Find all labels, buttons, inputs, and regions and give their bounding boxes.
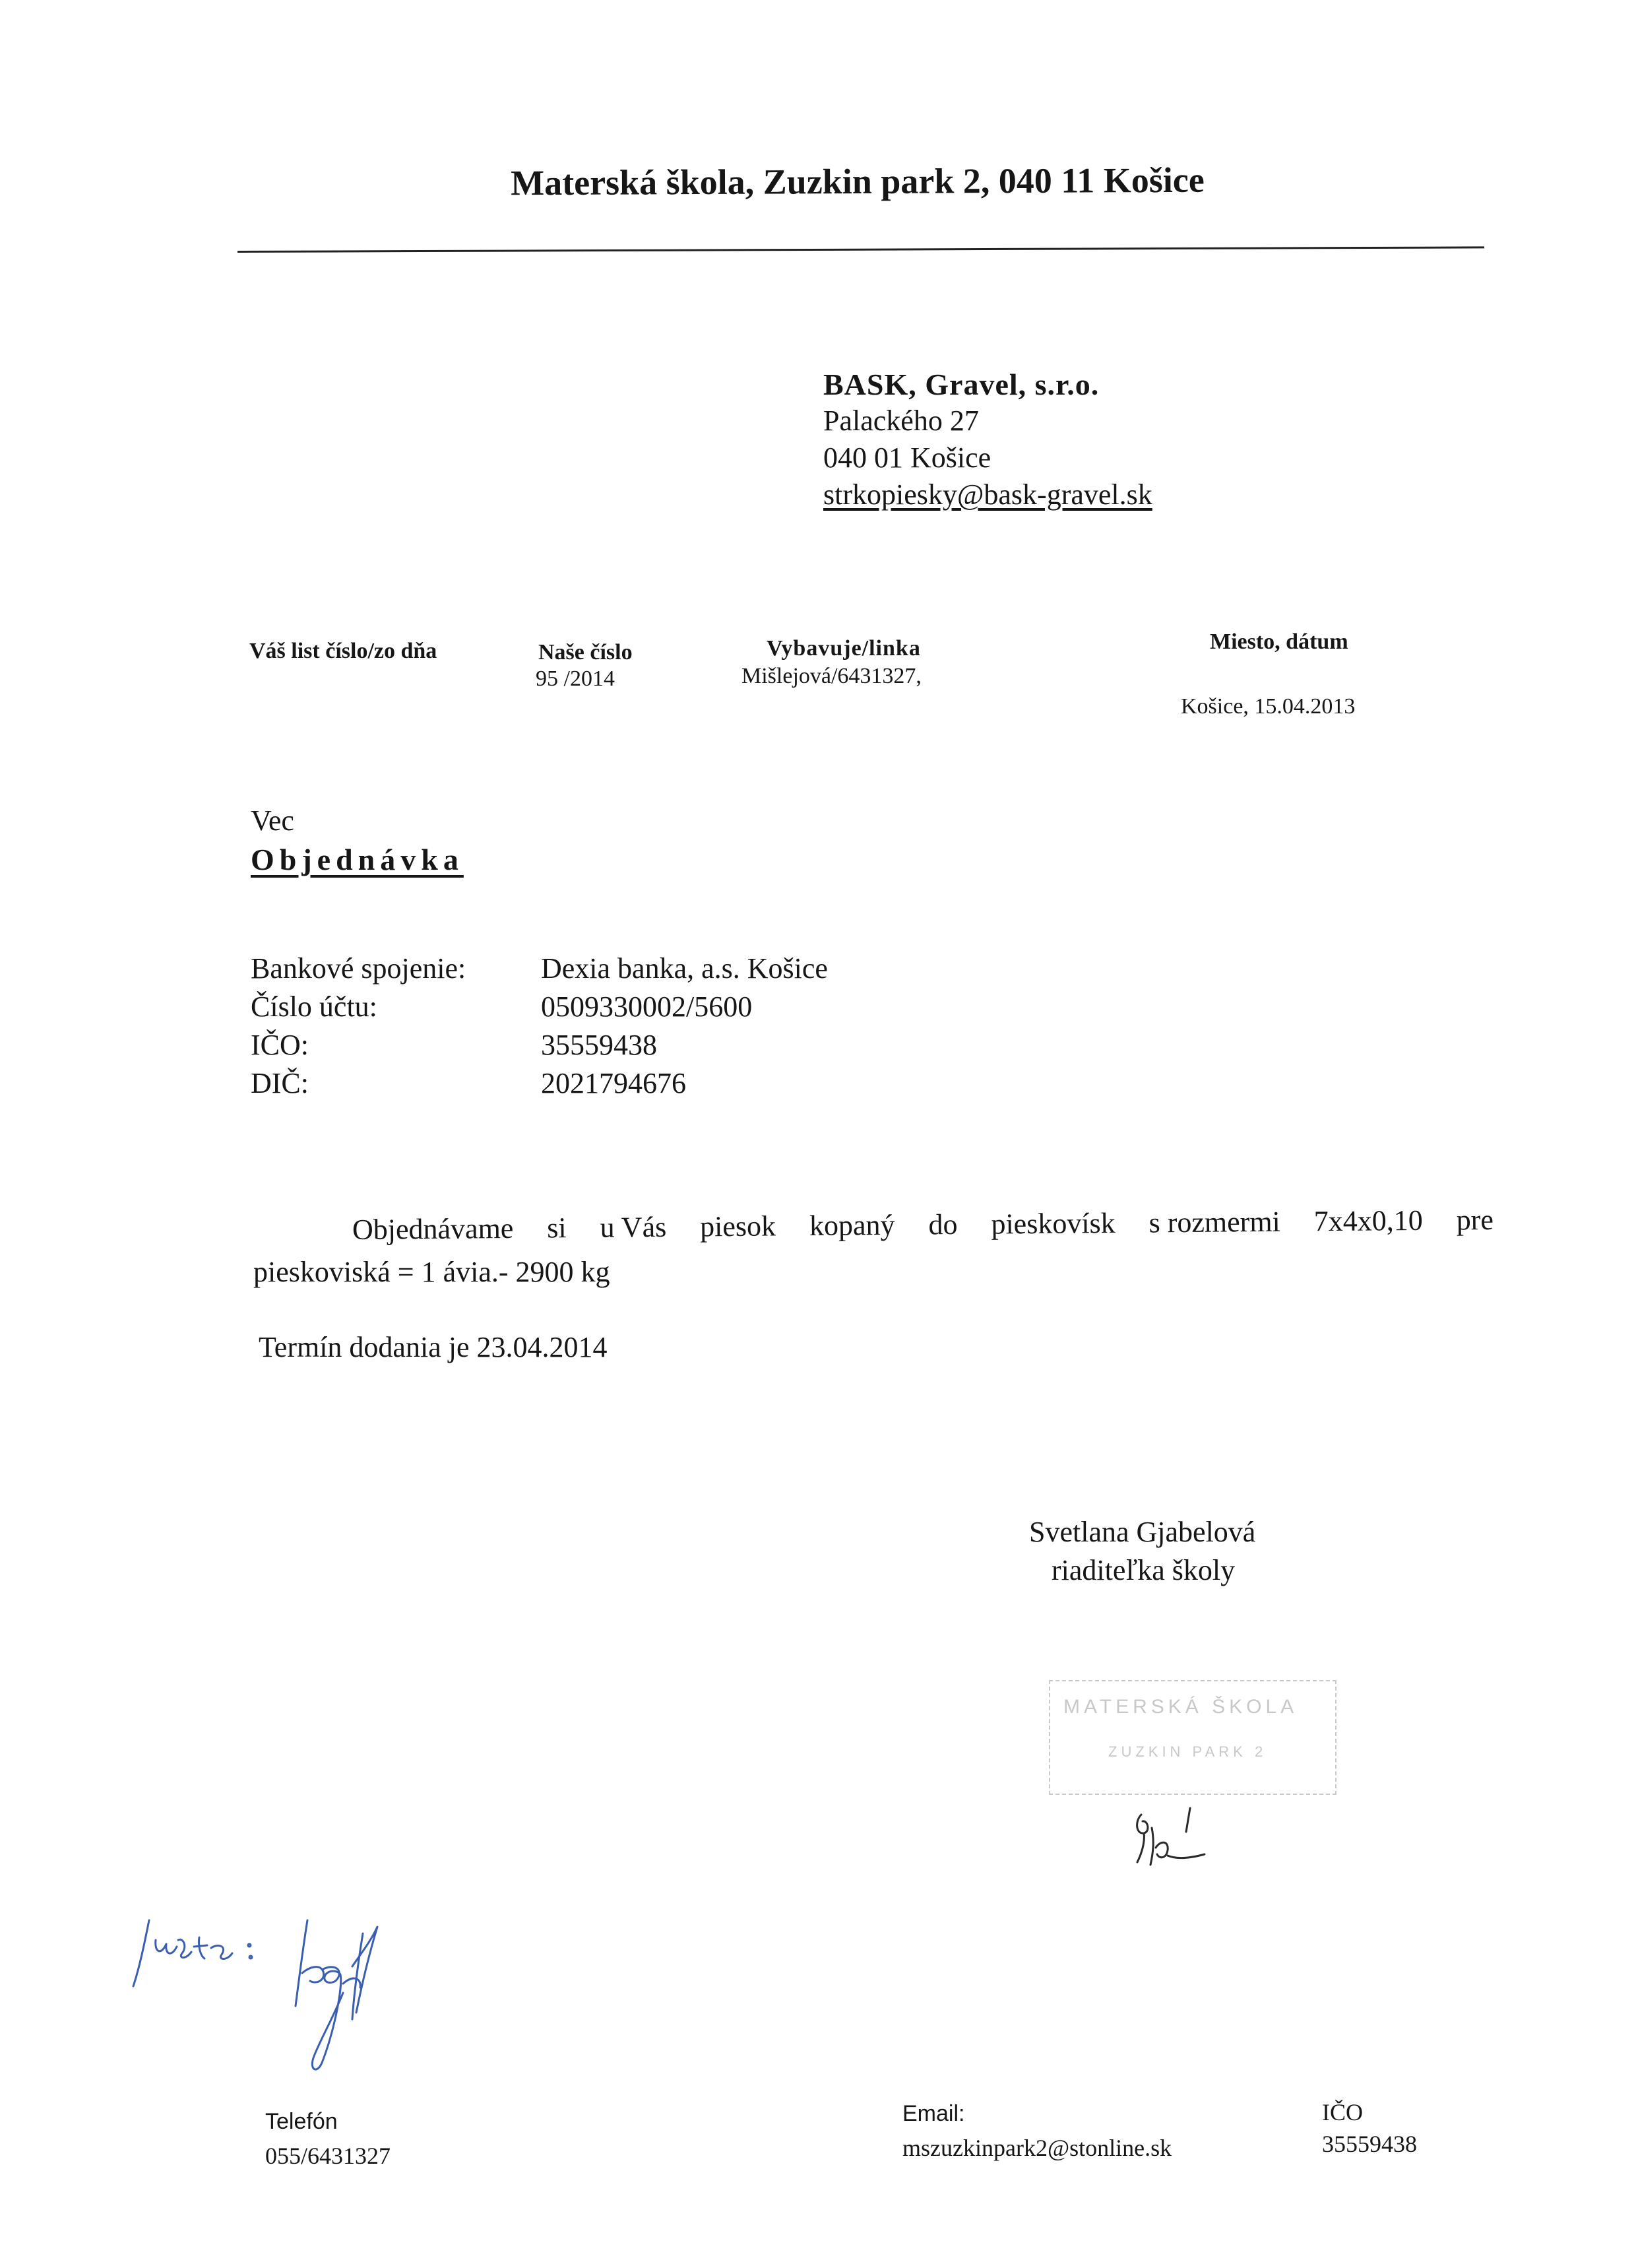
- stamp-text: MATERSKÁ ŠKOLA: [1063, 1696, 1298, 1718]
- place-date-label: Miesto, dátum: [1210, 630, 1348, 654]
- body-word: do: [928, 1208, 958, 1241]
- body-word: s rozmermi: [1148, 1205, 1281, 1239]
- signatory-name: Svetlana Gjabelová: [1029, 1516, 1256, 1548]
- recipient-street: Palackého 27: [823, 405, 979, 437]
- handled-by-label: Vybavuje/linka: [767, 636, 921, 661]
- handwritten-initials: [1121, 1801, 1214, 1874]
- footer-email-link[interactable]: mszuzkinpark2@stonline.sk: [902, 2135, 1172, 2161]
- dic-value: 2021794676: [541, 1067, 686, 1099]
- stamp-text: ZUZKIN PARK 2: [1108, 1743, 1267, 1760]
- bank-label: Bankové spojenie:: [251, 952, 466, 985]
- subject-label: Vec: [251, 804, 294, 837]
- letterhead-divider: [237, 246, 1484, 253]
- recipient-email-link[interactable]: strkopiesky@bask-gravel.sk: [823, 478, 1152, 511]
- order-text-line-2: pieskoviská = 1 ávia.- 2900 kg: [253, 1256, 610, 1288]
- place-date-value: Košice, 15.04.2013: [1181, 694, 1356, 719]
- footer-email-label: Email:: [902, 2101, 965, 2126]
- footer-phone-value: 055/6431327: [265, 2143, 391, 2169]
- body-word: Objednávame: [352, 1212, 514, 1246]
- footer-ico-label: IČO: [1322, 2099, 1363, 2125]
- account-value: 0509330002/5600: [541, 990, 753, 1023]
- handwritten-signature: [125, 1900, 468, 2079]
- our-number-value: 95 /2014: [536, 666, 615, 691]
- subject-value: Objednávka: [251, 843, 464, 876]
- your-letter-label: Váš list číslo/zo dňa: [249, 639, 437, 663]
- school-stamp: [1049, 1680, 1337, 1795]
- order-text-line-1: [352, 1203, 1494, 1247]
- body-word: pre: [1456, 1203, 1494, 1237]
- ico-label: IČO:: [251, 1029, 309, 1061]
- handled-by-value: Mišlejová/6431327,: [741, 664, 922, 688]
- recipient-city: 040 01 Košice: [823, 441, 991, 474]
- dic-label: DIČ:: [251, 1067, 309, 1099]
- body-word: u Vás: [600, 1210, 667, 1244]
- body-word: piesok: [699, 1210, 776, 1243]
- signatory-role: riaditeľka školy: [1052, 1554, 1236, 1586]
- our-number-label: Naše číslo: [538, 640, 633, 664]
- body-word: si: [547, 1212, 567, 1245]
- recipient-name: BASK, Gravel, s.r.o.: [823, 368, 1100, 401]
- account-label: Číslo účtu:: [251, 990, 377, 1023]
- footer-ico-value: 35559438: [1322, 2131, 1417, 2157]
- bank-value: Dexia banka, a.s. Košice: [541, 952, 828, 985]
- body-word: pieskovísk: [991, 1206, 1116, 1241]
- body-word: kopaný: [809, 1208, 895, 1242]
- footer-phone-label: Telefón: [265, 2109, 338, 2134]
- letterhead-title: Materská škola, Zuzkin park 2, 040 11 Košice: [511, 160, 1205, 203]
- delivery-term: Termín dodania je 23.04.2014: [259, 1331, 608, 1363]
- body-word: 7x4x0,10: [1313, 1204, 1423, 1238]
- ico-value: 35559438: [541, 1029, 657, 1061]
